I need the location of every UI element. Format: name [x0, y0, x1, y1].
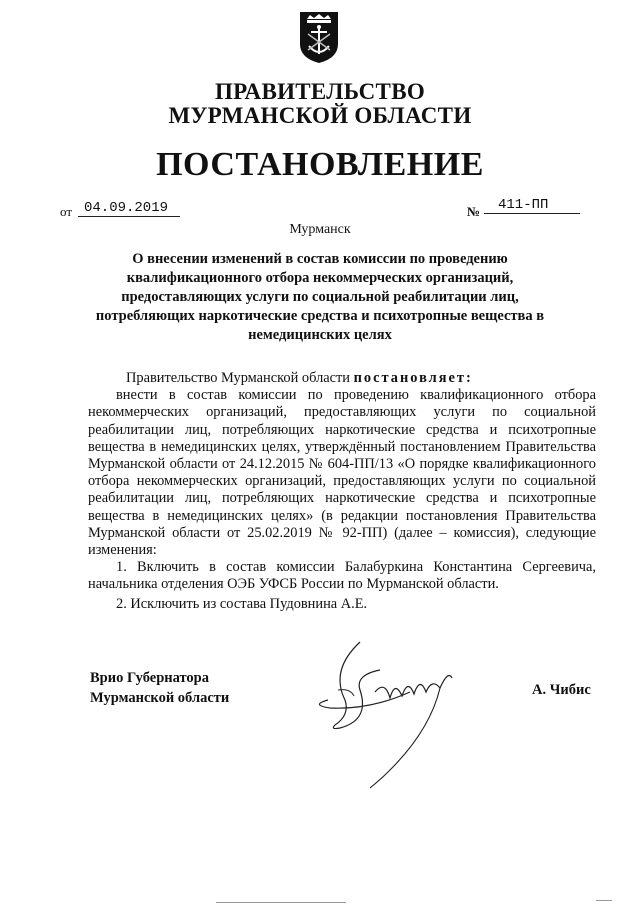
- org-name-line1: ПРАВИТЕЛЬСТВО: [214, 79, 426, 104]
- document-type-title: ПОСТАНОВЛЕНИЕ: [156, 146, 484, 183]
- item-2: 2. Исключить из состава Пудовнина А.Е.: [116, 595, 368, 612]
- document-date: 04.09.2019: [78, 200, 180, 217]
- signatory-position-line1: Врио Губернатора: [90, 670, 209, 686]
- handwritten-signature: [290, 630, 490, 790]
- org-name-line2: МУРМАНСКОЙ ОБЛАСТИ: [168, 103, 472, 128]
- document-number: 411-ПП: [484, 197, 580, 214]
- coat-of-arms-icon: [298, 10, 340, 64]
- footer-divider: [216, 902, 346, 903]
- item-1: 1. Включить в состав комиссии Балабуркина Константина Сергеевича, начальника отделения ОЭБ УФСБ России по Мурманской области.: [88, 559, 596, 593]
- number-prefix: №: [467, 204, 481, 219]
- document-body: [88, 370, 596, 613]
- footer-mark: [596, 900, 612, 901]
- document-subject: О внесении изменений в состав комиссии по проведению квалификационного отбора некоммерческих организаций, предоставляющих услуги по социальной реабилитации лиц, потребляющих наркотические средства и психотропные вещества в немедицинских целях: [95, 251, 545, 343]
- city: Мурманск: [289, 222, 351, 237]
- intro-line: [88, 370, 596, 387]
- signatory-position: [90, 668, 229, 708]
- signatory-name: А. Чибис: [532, 682, 591, 698]
- intro-keyword: постановляет:: [353, 370, 473, 386]
- main-paragraph: внести в состав комиссии по проведению квалификационного отбора некоммерческих организаций, предоставляющих услуги по социальной реабилитации лиц, потребляющих наркотические средства и психотропные вещества в немедицинских целях, утверждённый постановлением Правительства Мурманской области от 24.12.2015 № 604-ПП/13 «О порядке квалификационного отбора некоммерческих организаций, предоставляющих услуги по социальной реабилитации лиц, потребляющих наркотические средства и психотропные вещества в немедицинских целях» (в редакции постановления Правительства Мурманской области от 25.02.2019 № 92-ПП) (далее – комиссия), следующие изменения:: [88, 387, 596, 559]
- signatory-position-line2: Мурманской области: [90, 690, 230, 706]
- intro-lead: Правительство Мурманской области: [126, 370, 351, 386]
- date-prefix: от: [60, 204, 73, 219]
